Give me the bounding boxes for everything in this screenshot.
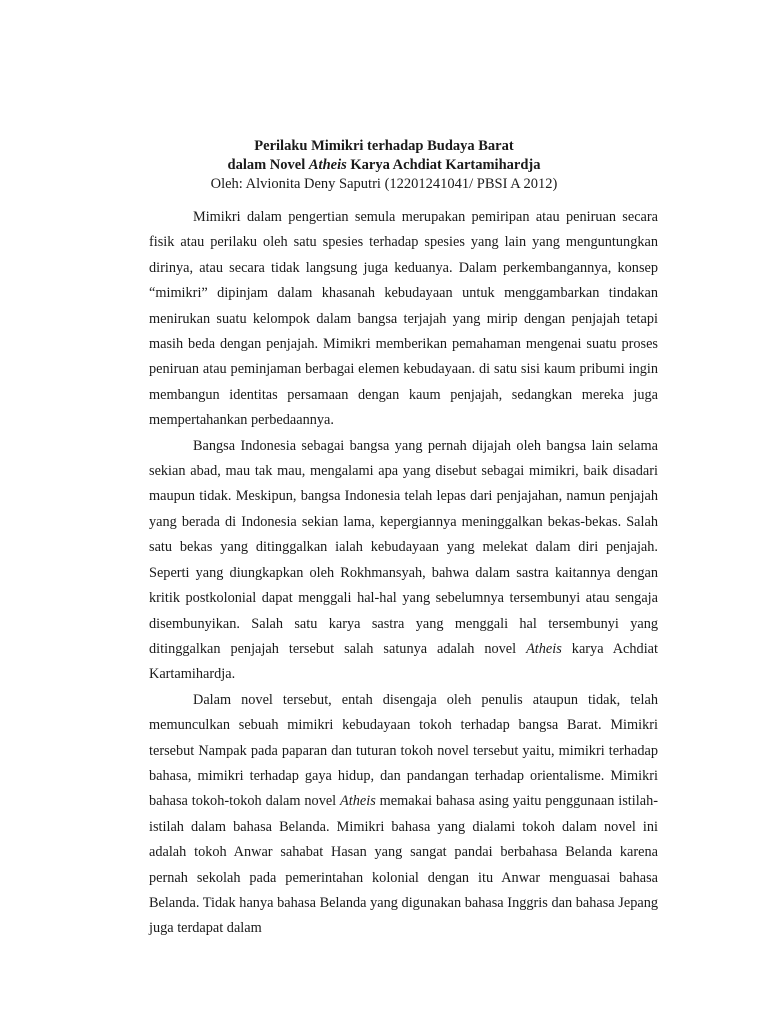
title-line-2	[0, 156, 768, 175]
paragraph-3	[149, 688, 658, 942]
paragraph-2-pre: Bangsa Indonesia sebagai bangsa yang pernah dijajah oleh bangsa lain selama sekian abad, mau tak mau, mengalami apa yang disebut sebagai mimikri, baik disadari maupun tidak. Meskipun, bangsa Indonesia telah lepas dari penjajahan, namun penjajah yang berada di Indonesia sekian lama, kepergiannya meninggalkan bekas-bekas. Salah satu bekas yang ditinggalkan ialah kebudayaan yang melekat dalam diri penjajah. Seperti yang diungkapkan oleh Rokhmansyah, bahwa dalam sastra kaitannya dengan kritik postkolonial dapat menggali hal-hal yang sebelumnya tersembunyi atau sengaja disembunyikan. Salah satu karya sastra yang menggali hal tersembunyi yang ditinggalkan penjajah tersebut salah satunya adalah novel	[149, 437, 658, 657]
paragraph-3-novel-name: Atheis	[340, 793, 376, 810]
title-line-1: Perilaku Mimikri terhadap Budaya Barat	[254, 138, 514, 154]
author-line: Oleh: Alvionita Deny Saputri (12201241041/ PBSI A 2012)	[210, 176, 558, 192]
paragraph-3-post: memakai bahasa asing yaitu penggunaan istilah-istilah dalam bahasa Belanda. Mimikri bahasa yang dialami tokoh dalam novel ini adalah tokoh Anwar sahabat Hasan yang sangat pandai berbahasa Belanda karena pernah sekolah pada pemerintahan kolonial dengan itu Anwar menguasai bahasa Belanda. Tidak hanya bahasa Belanda yang digunakan bahasa Inggris dan bahasa Jepang juga terdapat dalam	[149, 793, 658, 937]
paragraph-1: Mimikri dalam pengertian semula merupakan pemiripan atau peniruan secara fisik atau perilaku oleh satu spesies terhadap spesies yang lain yang menguntungkan dirinya, atau secara tidak langsung juga keduanya. Dalam perkembangannya, konsep “mimikri” dipinjam dalam khasanah kebudayaan untuk menggambarkan tindakan menirukan suatu kelompok dalam bangsa terjajah yang mirip dengan penjajah tetapi masih beda dengan penjajah. Mimikri memberikan pemahaman mengenai suatu proses peniruan atau peminjaman berbagai elemen kebudayaan. di satu sisi kaum pribumi ingin membangun identitas persamaan dengan kaum penjajah, sedangkan mereka juga mempertahankan perbedaannya.	[149, 209, 658, 429]
title-line-2-post: Karya Achdiat Kartamihardja	[346, 157, 541, 173]
paragraph-3-pre: Dalam novel tersebut, entah disengaja oleh penulis ataupun tidak, telah memunculkan sebuah mimikri kebudayaan tokoh terhadap bangsa Barat. Mimikri tersebut Nampak pada paparan dan tuturan tokoh novel tersebut yaitu, mimikri terhadap bahasa, mimikri terhadap gaya hidup, dan pandangan terhadap orientalisme. Mimikri bahasa tokoh-tokoh dalam novel	[149, 691, 658, 810]
paragraph-2-novel-name: Atheis	[526, 640, 562, 657]
title-block	[0, 137, 768, 194]
paragraph-2-post: karya Achdiat Kartamihardja.	[149, 640, 658, 683]
title-novel-name: Atheis	[308, 157, 347, 173]
title-line-2-pre: dalam Novel	[227, 157, 309, 173]
body-text	[149, 205, 658, 942]
paragraph-2	[149, 434, 658, 688]
